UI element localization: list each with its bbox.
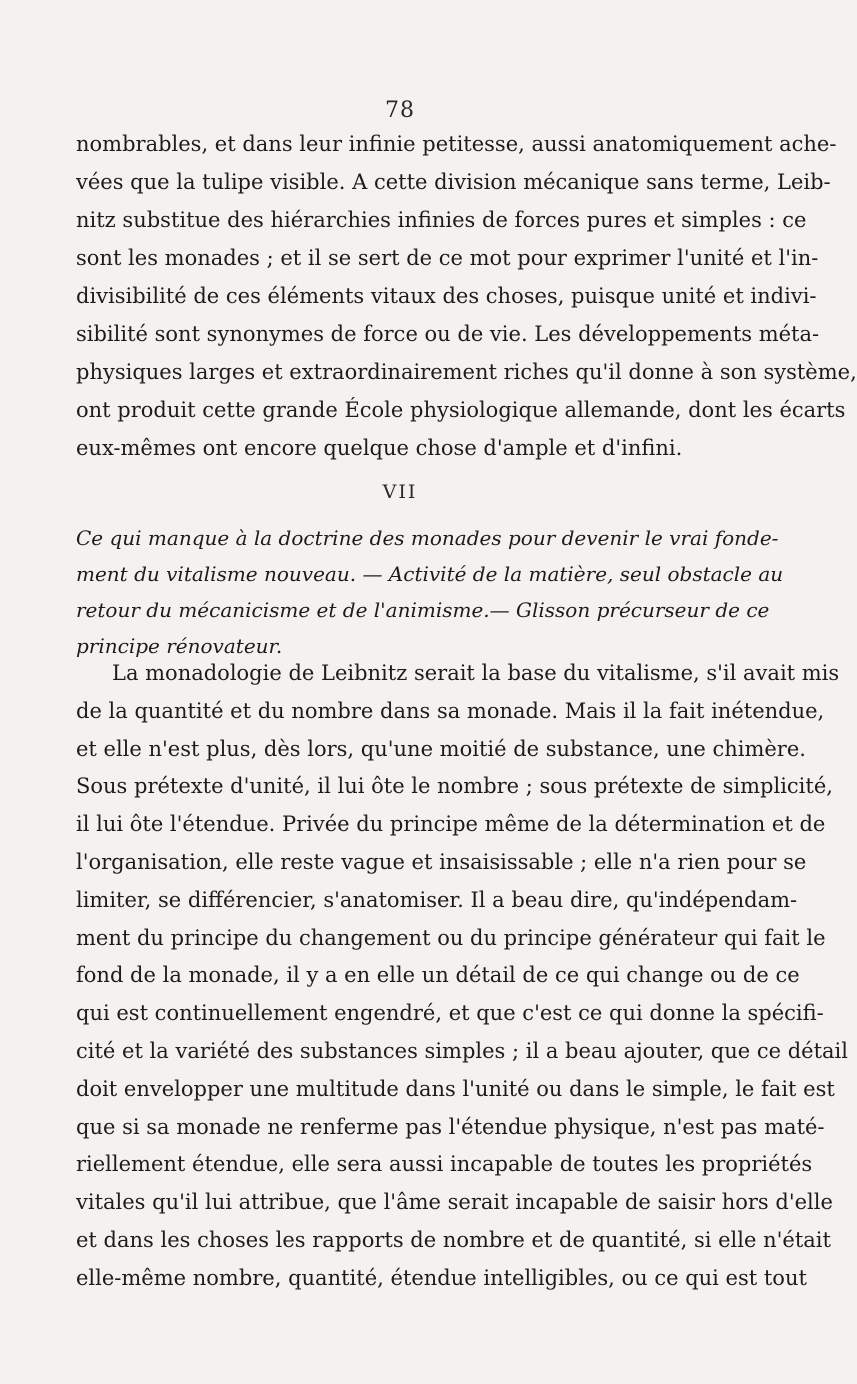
text-line: La monadologie de Leibnitz serait la base du vitalisme, s'il avait mis — [112, 661, 840, 685]
text-line: eux-mêmes ont encore quelque chose d'ample et d'infini. — [76, 436, 683, 460]
text-line: vées que la tulipe visible. A cette division mécanique sans terme, Leib- — [76, 170, 831, 194]
text-line: de la quantité et du nombre dans sa monade. Mais il la fait inétendue, — [76, 698, 825, 723]
text-line: fond de la monade, il y a en elle un détail de ce qui change ou de ce — [76, 963, 800, 988]
section-summary — [76, 520, 784, 664]
text-line: divisibilité de ces éléments vitaux des choses, puisque unité et indivi- — [76, 284, 817, 308]
text-line: nitz substitue des hiérarchies infinies de forces pures et simples : ce — [76, 208, 807, 232]
text-line: nombrables, et dans leur infinie petitesse, aussi anatomiquement ache- — [76, 132, 837, 156]
text-line: ont produit cette grande École physiologique allemande, dont les écarts — [76, 398, 846, 422]
text-line: que si sa monade ne renferme pas l'étendue physique, n'est pas maté- — [76, 1114, 825, 1139]
section-heading: VII — [382, 481, 418, 503]
text-line: qui est continuellement engendré, et que c'est ce qui donne la spécifi- — [76, 1001, 824, 1026]
text-line: il lui ôte l'étendue. Privée du principe même de la détermination et de — [76, 812, 826, 837]
text-line: elle-même nombre, quantité, étendue intelligibles, ou ce qui est tout — [76, 1265, 807, 1290]
text-line: limiter, se différencier, s'anatomiser. Il a beau dire, qu'indépendam- — [76, 887, 798, 912]
text-line: doit envelopper une multitude dans l'unité ou dans le simple, le fait est — [76, 1076, 835, 1101]
paragraph-body — [76, 655, 848, 1298]
summary-line: principe rénovateur. — [76, 634, 283, 658]
page-number: 78 — [385, 98, 415, 123]
text-line: Sous prétexte d'unité, il lui ôte le nombre ; sous prétexte de simplicité, — [76, 774, 833, 799]
summary-line: retour du mécanicisme et de l'animisme.— Glisson précurseur de ce — [76, 598, 770, 622]
text-line: sibilité sont synonymes de force ou de vie. Les développements méta- — [76, 322, 820, 346]
text-line: physiques larges et extraordinairement riches qu'il donne à son système, — [76, 360, 857, 384]
text-line: cité et la variété des substances simples ; il a beau ajouter, que ce détail — [76, 1038, 848, 1063]
text-line: l'organisation, elle reste vague et insaisissable ; elle n'a rien pour se — [76, 849, 807, 874]
text-line: et dans les choses les rapports de nombre et de quantité, si elle n'était — [76, 1227, 831, 1252]
text-line: sont les monades ; et il se sert de ce mot pour exprimer l'unité et l'in- — [76, 246, 819, 270]
text-line: ment du principe du changement ou du principe générateur qui fait le — [76, 925, 826, 950]
text-line: et elle n'est plus, dès lors, qu'une moitié de substance, une chimère. — [76, 736, 806, 761]
text-line: riellement étendue, elle sera aussi incapable de toutes les propriétés — [76, 1152, 813, 1177]
summary-line: ment du vitalisme nouveau. — Activité de la matière, seul obstacle au — [76, 562, 784, 586]
paragraph-continued — [76, 125, 857, 467]
text-line: vitales qu'il lui attribue, que l'âme serait incapable de saisir hors d'elle — [76, 1190, 833, 1215]
summary-line: Ce qui manque à la doctrine des monades pour devenir le vrai fonde- — [76, 526, 779, 550]
